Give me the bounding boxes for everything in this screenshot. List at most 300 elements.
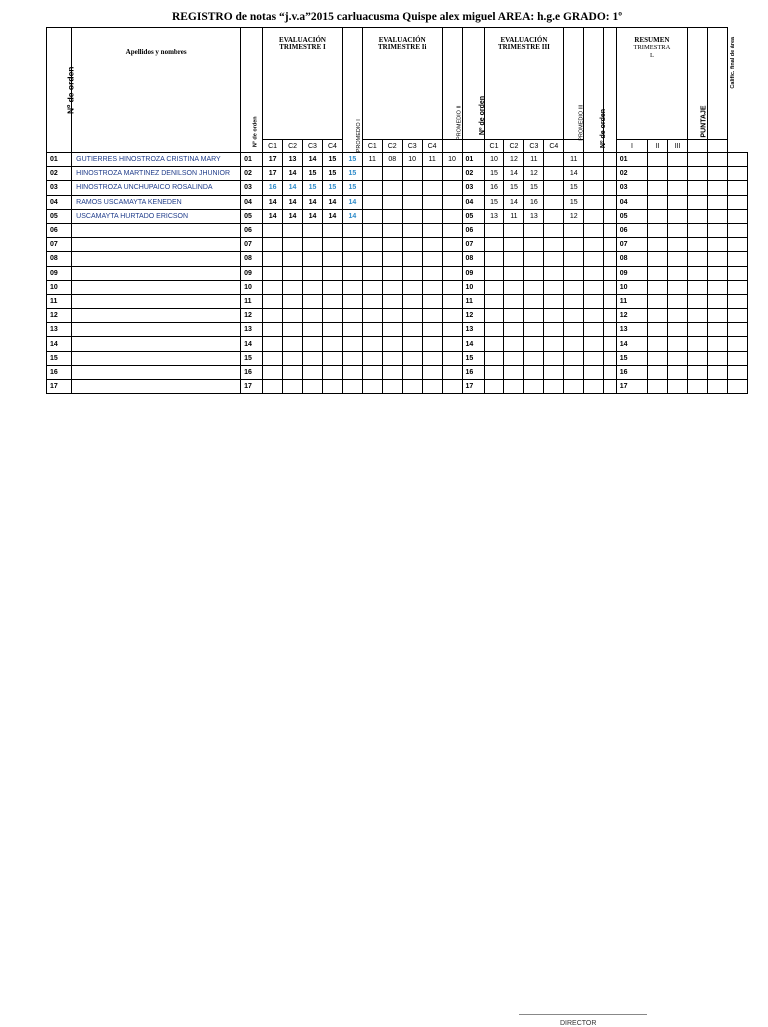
trimester-2-grade-cell <box>422 223 442 237</box>
average-1-cell <box>342 323 362 337</box>
trimester-1-grade-cell <box>283 380 303 394</box>
trimester-2-grade-cell <box>362 181 382 195</box>
trimester-1-grade-cell: 14 <box>322 209 342 223</box>
blank-cell <box>584 153 604 167</box>
table-row <box>47 252 748 266</box>
table-row <box>47 223 748 237</box>
signature-line <box>519 1014 647 1015</box>
average-1-cell <box>342 380 362 394</box>
trimester-3-grade-cell <box>524 323 544 337</box>
trimester-1-grade-cell: 14 <box>303 195 323 209</box>
trimester-2-grade-cell <box>382 365 402 379</box>
trimester-3-grade-cell <box>544 309 564 323</box>
trimester-1-grade-cell <box>283 309 303 323</box>
table-row <box>47 294 748 308</box>
trimester-3-grade-cell <box>504 380 524 394</box>
trimester-2-grade-cell <box>362 266 382 280</box>
order-1-cell: 17 <box>241 380 263 394</box>
trimester-3-grade-cell: 14 <box>504 195 524 209</box>
student-name-cell <box>72 294 241 308</box>
summary-header: RESUMEN TRIMESTRA L <box>616 28 687 140</box>
row-number-cell: 02 <box>47 167 72 181</box>
trimester-1-grade-cell <box>322 337 342 351</box>
trimester-2-grade-cell <box>422 323 442 337</box>
average-2-cell <box>442 323 462 337</box>
final-grade-cell <box>727 337 747 351</box>
summary-cell <box>688 294 708 308</box>
order-2-cell: 15 <box>462 351 484 365</box>
average-2-cell <box>442 238 462 252</box>
t3-c3-label: C3 <box>524 140 544 153</box>
summary-cell <box>688 323 708 337</box>
summary-cell <box>688 223 708 237</box>
trimester-3-grade-cell <box>484 337 504 351</box>
average-1-cell <box>342 280 362 294</box>
summary-cell <box>648 238 668 252</box>
final-grade-cell <box>727 280 747 294</box>
average-2-sub <box>442 140 462 153</box>
spacer-cell <box>604 337 617 351</box>
order-2-cell: 11 <box>462 294 484 308</box>
score-cell <box>708 181 728 195</box>
average-3-header: PROMEDIO III <box>564 28 584 140</box>
order-2-cell: 03 <box>462 181 484 195</box>
final-grade-cell <box>727 323 747 337</box>
spacer-cell <box>604 380 617 394</box>
order-1-cell: 06 <box>241 223 263 237</box>
blank-cell <box>584 280 604 294</box>
student-name-cell <box>72 351 241 365</box>
trimester-2-grade-cell <box>422 209 442 223</box>
trimester-3-grade-cell: 15 <box>484 195 504 209</box>
final-grade-cell <box>727 181 747 195</box>
trimester-3-grade-cell <box>504 365 524 379</box>
order-3-cell: 13 <box>616 323 647 337</box>
order-3-cell: 16 <box>616 365 647 379</box>
spacer-cell <box>604 153 617 167</box>
trimester-3-grade-cell <box>524 380 544 394</box>
trimester-3-grade-cell <box>524 223 544 237</box>
blank-cell <box>584 167 604 181</box>
trimester-2-grade-cell <box>382 209 402 223</box>
trimester-2-grade-cell <box>422 195 442 209</box>
row-number-cell: 09 <box>47 266 72 280</box>
trimester-3-grade-cell <box>484 323 504 337</box>
trimester-3-grade-cell <box>544 294 564 308</box>
student-name-cell: RAMOS USCAMAYTA KENEDEN <box>72 195 241 209</box>
trimester-3-grade-cell <box>524 238 544 252</box>
summary-cell <box>668 167 688 181</box>
table-row <box>47 209 748 223</box>
summary-cell <box>668 351 688 365</box>
trimester-1-grade-cell: 14 <box>283 195 303 209</box>
trimester-1-grade-cell: 14 <box>303 209 323 223</box>
average-1-cell <box>342 252 362 266</box>
blank-cell <box>584 294 604 308</box>
trimester-2-grade-cell <box>362 309 382 323</box>
trimester-1-grade-cell <box>322 351 342 365</box>
order-1-cell: 10 <box>241 280 263 294</box>
t1-c1-label: C1 <box>263 140 283 153</box>
blank-cell <box>584 266 604 280</box>
trimester-3-grade-cell: 16 <box>484 181 504 195</box>
spacer-cell <box>604 365 617 379</box>
row-number-cell: 10 <box>47 280 72 294</box>
trimester-3-grade-cell <box>544 252 564 266</box>
order-2-cell: 01 <box>462 153 484 167</box>
average-3-cell <box>564 223 584 237</box>
row-number-cell: 03 <box>47 181 72 195</box>
score-cell <box>708 195 728 209</box>
trimester-2-grade-cell <box>382 309 402 323</box>
final-grade-cell <box>727 223 747 237</box>
trimester-1-grade-cell <box>263 323 283 337</box>
trimester-1-grade-cell <box>283 351 303 365</box>
trimester-2-grade-cell <box>362 238 382 252</box>
trimester-3-grade-cell <box>504 252 524 266</box>
summary-cell <box>688 195 708 209</box>
order-2-cell: 12 <box>462 309 484 323</box>
order-3-cell: 07 <box>616 238 647 252</box>
score-cell <box>708 351 728 365</box>
student-name-cell: HINOSTROZA UNCHUPAICO ROSALINDA <box>72 181 241 195</box>
summary-cell <box>648 223 668 237</box>
t1-c3-label: C3 <box>303 140 323 153</box>
summary-cell <box>688 209 708 223</box>
trimester-2-grade-cell: 08 <box>382 153 402 167</box>
summary-cell <box>648 323 668 337</box>
blank-cell <box>584 252 604 266</box>
blank-cell <box>584 309 604 323</box>
trimester-1-grade-cell <box>322 323 342 337</box>
score-cell <box>708 309 728 323</box>
trimester-1-grade-cell <box>303 309 323 323</box>
score-cell <box>708 153 728 167</box>
signature-label: DIRECTOR <box>560 1020 597 1027</box>
trimester-2-grade-cell <box>382 195 402 209</box>
trimester-1-grade-cell <box>303 380 323 394</box>
trimester-3-grade-cell <box>524 309 544 323</box>
trimester-2-grade-cell <box>382 351 402 365</box>
summary-cell <box>688 181 708 195</box>
score-cell <box>708 238 728 252</box>
trimester-1-grade-cell: 17 <box>263 153 283 167</box>
trimester-1-grade-cell <box>263 223 283 237</box>
summary-cell <box>648 280 668 294</box>
blank-cell <box>584 337 604 351</box>
score-cell <box>708 365 728 379</box>
student-name-cell <box>72 337 241 351</box>
table-row <box>47 337 748 351</box>
order-3-cell: 01 <box>616 153 647 167</box>
trimester-3-grade-cell <box>484 365 504 379</box>
trimester-3-grade-cell: 16 <box>524 195 544 209</box>
score-cell <box>708 167 728 181</box>
summary-cell <box>648 266 668 280</box>
trimester-1-grade-cell <box>303 294 323 308</box>
trimester-3-grade-cell <box>484 280 504 294</box>
row-number-cell: 07 <box>47 238 72 252</box>
final-grade-cell <box>727 167 747 181</box>
student-name-cell <box>72 280 241 294</box>
average-2-cell <box>442 337 462 351</box>
trimester-3-grade-cell <box>544 266 564 280</box>
average-1-cell: 14 <box>342 195 362 209</box>
order-1-cell: 11 <box>241 294 263 308</box>
average-1-cell: 15 <box>342 181 362 195</box>
average-3-cell <box>564 309 584 323</box>
trimester-2-grade-cell <box>402 309 422 323</box>
student-name-cell <box>72 380 241 394</box>
trimester-1-grade-cell: 14 <box>322 195 342 209</box>
summary-cell <box>648 294 668 308</box>
table-row <box>47 195 748 209</box>
score-cell <box>708 209 728 223</box>
t2-c1-label: C1 <box>362 140 382 153</box>
student-name-cell <box>72 238 241 252</box>
trimester-2-grade-cell <box>362 351 382 365</box>
table-row <box>47 351 748 365</box>
average-3-cell <box>564 280 584 294</box>
score-cell <box>708 380 728 394</box>
order-2-cell: 13 <box>462 323 484 337</box>
summary-cell <box>668 223 688 237</box>
summary-cell <box>648 209 668 223</box>
trimester-2-grade-cell: 11 <box>422 153 442 167</box>
trimester-3-grade-cell <box>544 380 564 394</box>
average-2-cell <box>442 181 462 195</box>
t2-c4-label: C4 <box>422 140 442 153</box>
grades-register-table <box>46 27 748 394</box>
spacer-cell <box>604 195 617 209</box>
trimester-3-grade-cell <box>484 252 504 266</box>
summary-cell <box>668 238 688 252</box>
order-1-cell: 03 <box>241 181 263 195</box>
trimester-2-grade-cell <box>402 351 422 365</box>
row-number-cell: 15 <box>47 351 72 365</box>
trimester-2-grade-cell <box>382 323 402 337</box>
order-2-cell: 02 <box>462 167 484 181</box>
average-1-cell <box>342 223 362 237</box>
trimester-2-grade-cell <box>382 252 402 266</box>
trimester-2-grade-cell <box>362 323 382 337</box>
trimester-3-grade-cell: 15 <box>484 167 504 181</box>
trimester-1-grade-cell: 14 <box>283 167 303 181</box>
row-number-cell: 06 <box>47 223 72 237</box>
average-2-cell <box>442 252 462 266</box>
trimester-1-grade-cell <box>283 294 303 308</box>
summary-cell <box>668 280 688 294</box>
table-row <box>47 181 748 195</box>
trimester-3-grade-cell <box>544 280 564 294</box>
summary-cell <box>688 153 708 167</box>
trimester-2-grade-cell <box>402 238 422 252</box>
trimester-3-header: EVALUACIÓN TRIMESTRE III <box>484 28 564 140</box>
trimester-3-grade-cell <box>484 266 504 280</box>
summary-cell <box>648 309 668 323</box>
trimester-2-grade-cell <box>422 309 442 323</box>
spacer-cell <box>604 266 617 280</box>
order-1-cell: 16 <box>241 365 263 379</box>
average-3-cell: 15 <box>564 195 584 209</box>
average-3-cell: 12 <box>564 209 584 223</box>
summary-cell <box>688 365 708 379</box>
trimester-2-grade-cell <box>362 209 382 223</box>
trimester-1-grade-cell: 14 <box>263 195 283 209</box>
spacer-cell <box>604 252 617 266</box>
trimester-2-grade-cell <box>402 195 422 209</box>
order-1-cell: 02 <box>241 167 263 181</box>
row-number-cell: 13 <box>47 323 72 337</box>
average-3-cell: 14 <box>564 167 584 181</box>
spacer-cell <box>604 181 617 195</box>
score-sub <box>688 140 708 153</box>
t3-c4-label: C4 <box>544 140 564 153</box>
trimester-1-grade-cell <box>263 252 283 266</box>
trimester-3-grade-cell <box>544 238 564 252</box>
trimester-1-grade-cell <box>322 266 342 280</box>
trimester-2-grade-cell <box>422 238 442 252</box>
student-name-cell <box>72 223 241 237</box>
trimester-2-grade-cell <box>422 181 442 195</box>
average-2-cell <box>442 266 462 280</box>
average-2-cell <box>442 351 462 365</box>
average-2-cell <box>442 209 462 223</box>
trimester-1-grade-cell <box>283 223 303 237</box>
average-2-cell: 10 <box>442 153 462 167</box>
average-1-cell <box>342 337 362 351</box>
trimester-3-grade-cell <box>484 223 504 237</box>
trimester-2-grade-cell <box>402 181 422 195</box>
summary-cell <box>668 153 688 167</box>
average-2-cell <box>442 380 462 394</box>
trimester-2-grade-cell <box>382 266 402 280</box>
order-1-cell: 09 <box>241 266 263 280</box>
row-number-cell: 05 <box>47 209 72 223</box>
average-2-header: PROMEDIO II <box>442 28 462 140</box>
order-2-cell: 16 <box>462 365 484 379</box>
trimester-2-grade-cell <box>402 167 422 181</box>
trimester-1-grade-cell <box>263 238 283 252</box>
trimester-2-grade-cell: 11 <box>362 153 382 167</box>
average-1-cell <box>342 365 362 379</box>
trimester-1-grade-cell <box>322 309 342 323</box>
t1-c2-label: C2 <box>283 140 303 153</box>
final-grade-cell <box>727 309 747 323</box>
trimester-3-grade-cell <box>544 209 564 223</box>
final-grade-cell <box>727 266 747 280</box>
trimester-2-grade-cell <box>362 294 382 308</box>
trimester-3-grade-cell <box>544 323 564 337</box>
row-number-cell: 17 <box>47 380 72 394</box>
average-2-cell <box>442 223 462 237</box>
summary-cell <box>648 380 668 394</box>
student-name-cell <box>72 365 241 379</box>
blank-cell <box>584 209 604 223</box>
summary-cell <box>688 252 708 266</box>
trimester-1-grade-cell <box>303 238 323 252</box>
trimester-1-grade-cell: 15 <box>303 181 323 195</box>
order-1-cell: 13 <box>241 323 263 337</box>
table-row <box>47 380 748 394</box>
order-2-cell: 07 <box>462 238 484 252</box>
order-3-cell: 04 <box>616 195 647 209</box>
trimester-2-grade-cell <box>382 223 402 237</box>
trimester-1-grade-cell <box>283 266 303 280</box>
trimester-2-grade-cell <box>382 294 402 308</box>
trimester-3-grade-cell <box>484 309 504 323</box>
trimester-1-grade-cell: 15 <box>322 167 342 181</box>
trimester-3-grade-cell <box>504 238 524 252</box>
final-grade-cell <box>727 351 747 365</box>
order-1-cell: 04 <box>241 195 263 209</box>
trimester-1-grade-cell: 15 <box>322 181 342 195</box>
order-1-cell: 15 <box>241 351 263 365</box>
trimester-3-grade-cell <box>504 323 524 337</box>
trimester-2-grade-cell <box>422 337 442 351</box>
order-3-cell: 08 <box>616 252 647 266</box>
score-cell <box>708 252 728 266</box>
trimester-1-grade-cell <box>283 337 303 351</box>
trimester-2-grade-cell <box>402 223 422 237</box>
trimester-1-grade-cell <box>283 323 303 337</box>
trimester-1-grade-cell <box>303 351 323 365</box>
student-name-cell <box>72 323 241 337</box>
summary-col-3-label: III <box>668 140 688 153</box>
average-2-cell <box>442 195 462 209</box>
final-grade-header: Calific. final de área <box>708 28 728 140</box>
trimester-3-grade-cell: 15 <box>504 181 524 195</box>
trimester-3-grade-cell <box>524 266 544 280</box>
summary-cell <box>648 153 668 167</box>
trimester-2-grade-cell <box>402 252 422 266</box>
trimester-2-grade-cell <box>422 294 442 308</box>
average-2-cell <box>442 280 462 294</box>
score-cell <box>708 223 728 237</box>
table-row <box>47 365 748 379</box>
trimester-3-grade-cell <box>484 238 504 252</box>
summary-cell <box>688 280 708 294</box>
final-grade-cell <box>727 380 747 394</box>
trimester-3-grade-cell <box>504 266 524 280</box>
trimester-2-grade-cell <box>422 167 442 181</box>
order-1-cell: 14 <box>241 337 263 351</box>
average-2-cell <box>442 294 462 308</box>
trimester-1-grade-cell <box>322 280 342 294</box>
trimester-1-grade-cell <box>303 266 323 280</box>
trimester-2-grade-cell <box>382 238 402 252</box>
spacer-cell <box>604 280 617 294</box>
order-3-cell: 09 <box>616 266 647 280</box>
trimester-2-grade-cell <box>402 266 422 280</box>
trimester-1-grade-cell: 14 <box>283 209 303 223</box>
summary-cell <box>688 167 708 181</box>
student-name-cell: HINOSTROZA MARTINEZ DENILSON JHUNIOR <box>72 167 241 181</box>
trimester-2-grade-cell <box>402 365 422 379</box>
trimester-3-grade-cell <box>544 195 564 209</box>
average-1-cell <box>342 266 362 280</box>
average-3-cell <box>564 252 584 266</box>
trimester-3-grade-cell: 12 <box>504 153 524 167</box>
trimester-3-grade-cell: 14 <box>504 167 524 181</box>
summary-cell <box>648 365 668 379</box>
trimester-1-grade-cell <box>322 223 342 237</box>
final-grade-cell <box>727 294 747 308</box>
trimester-1-grade-cell <box>263 294 283 308</box>
average-3-cell <box>564 380 584 394</box>
average-3-cell <box>564 238 584 252</box>
summary-cell <box>668 252 688 266</box>
